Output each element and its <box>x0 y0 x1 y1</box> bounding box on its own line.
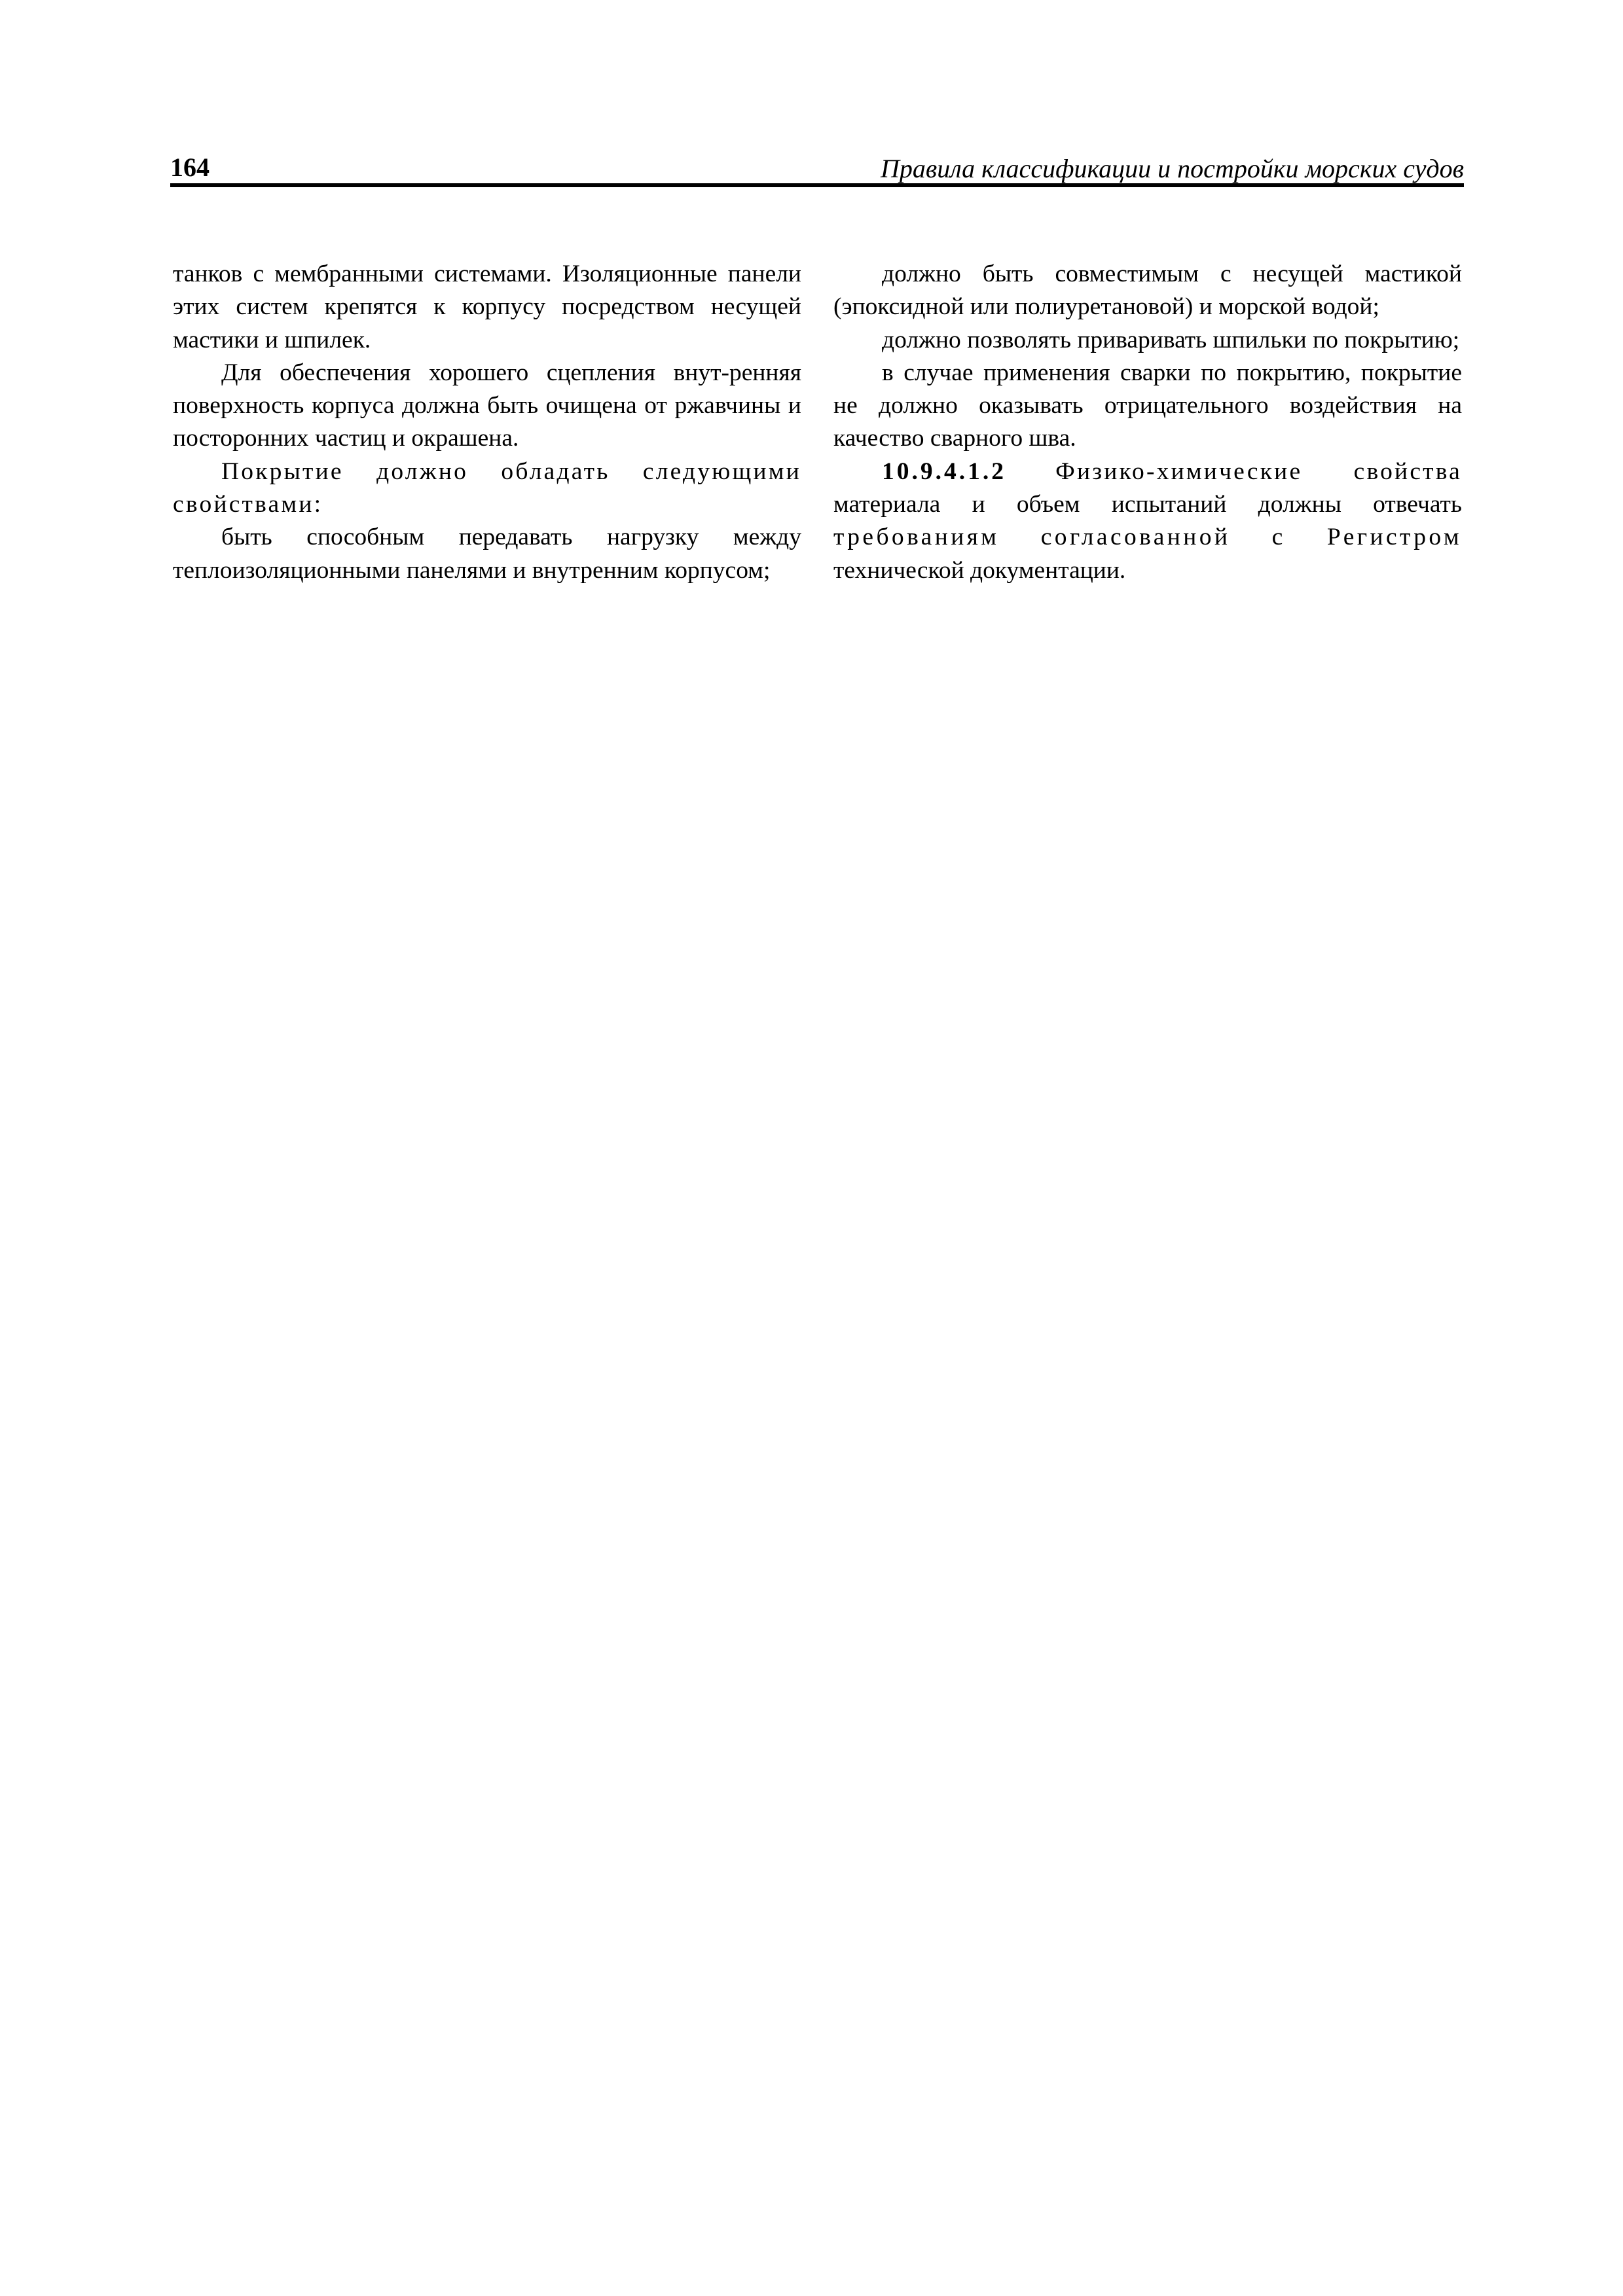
section-paragraph <box>833 456 1462 587</box>
running-title: Правила классификации и постройки морских судов <box>880 154 1464 183</box>
paragraph: танков с мембранными системами. Изоляционные панели этих систем крепятся к корпусу посредством несущей мастики и шпилек. <box>173 260 801 353</box>
paragraph <box>173 521 801 587</box>
paragraph-text: быть способным передавать нагрузку между теплоизоляционными панелями и внутренним корпусом; <box>173 524 801 584</box>
page-header <box>170 143 1464 187</box>
left-column <box>173 258 801 587</box>
paragraph: Для обеспечения хорошего сцепления внут-ренняя поверхность корпуса должна быть очищена от ржавчины и посторонних частиц и окрашена. <box>173 359 801 452</box>
paragraph-text: Покрытие должно обладать следующими свойствами: <box>173 457 801 518</box>
paragraph <box>173 456 801 522</box>
section-text-line: требованиям согласованной с Регистром <box>833 524 1462 551</box>
section-number: 10.9.4.1.2 <box>882 457 1006 485</box>
section-text-line: технической документации. <box>833 556 1126 584</box>
section-text-line: материала и объем испытаний должны отвечать <box>833 491 1462 518</box>
right-column <box>833 258 1462 587</box>
paragraph: в случае применения сварки по покрытию, покрытие не должно оказывать отрицательного воздействия на качество сварного шва. <box>833 359 1462 452</box>
paragraph: должно быть совместимым с несущей мастикой (эпоксидной или полиуретановой) и морской водой; <box>833 260 1462 321</box>
section-text-line: Физико-химические свойства <box>1055 457 1463 485</box>
page-number: 164 <box>170 152 210 182</box>
paragraph: должно позволять приваривать шпильки по покрытию; <box>882 326 1460 353</box>
